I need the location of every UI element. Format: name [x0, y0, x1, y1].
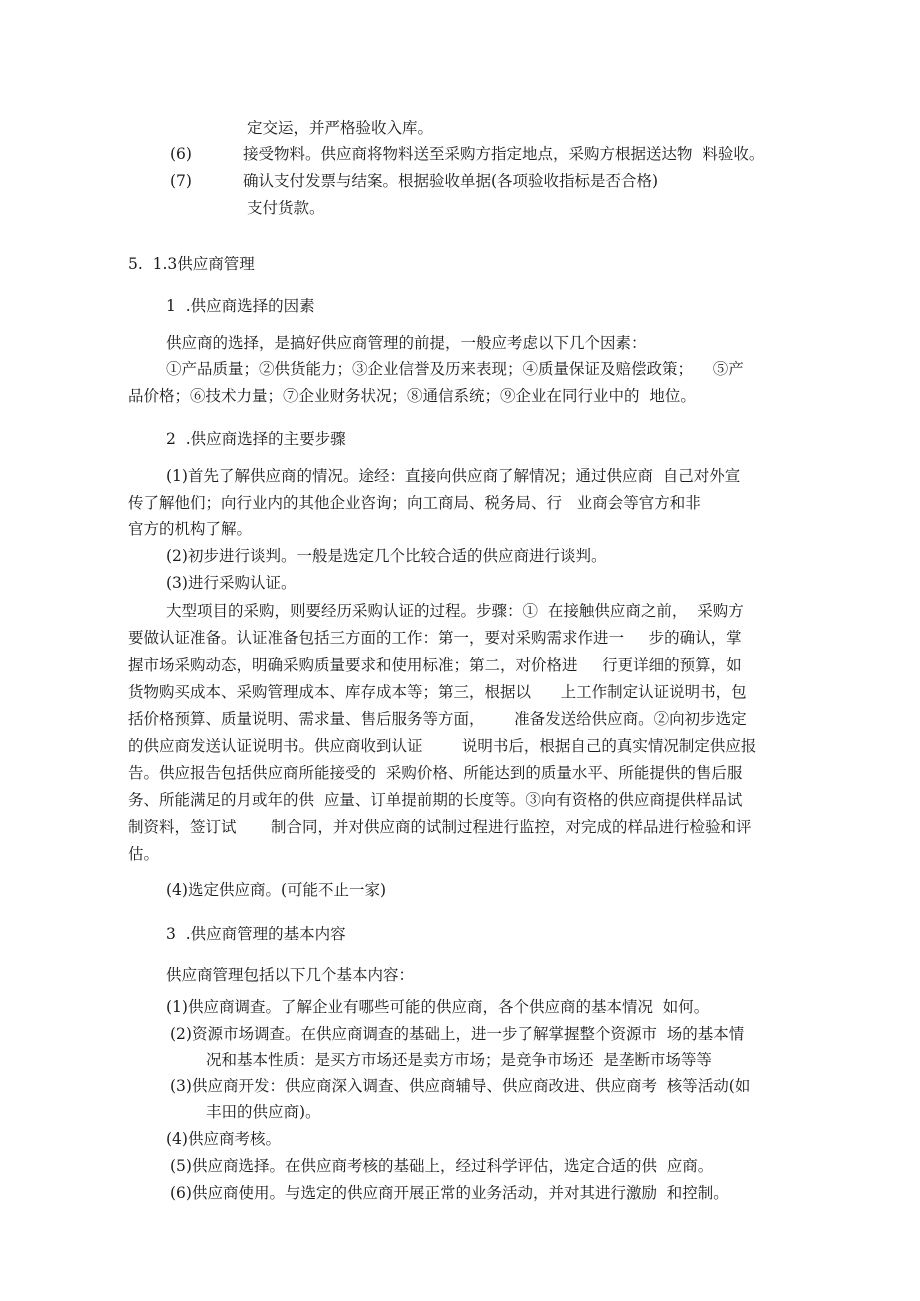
s2-certification-line: 务、所能满足的月或年的供 应量、订单提前期的长度等。③向有资格的供应商提供样品试 — [128, 791, 743, 809]
s1-paragraph-1: 供应商的选择，是搞好供应商管理的前提，一般应考虑以下几个因素： — [166, 334, 647, 352]
s3-item-2-line-2: 况和基本性质：是买方市场还是卖方市场；是竞争市场还 是垄断市场等等 — [206, 1051, 712, 1069]
s2-certification-line: 估。 — [128, 845, 160, 863]
item-7-text: 确认支付发票与结案。根据验收单据(各项验收指标是否合格) — [243, 172, 659, 190]
s2-step-1-line-3: 官方的机构了解。 — [128, 520, 253, 538]
s3-item-4: (4)供应商考核。 — [166, 1130, 281, 1148]
s2-certification-line: 制资料，签订试 制合同，并对供应商的试制过程进行监控，对完成的样品进行检验和评 — [128, 818, 752, 836]
s2-step-3: (3)进行采购认证。 — [166, 574, 297, 592]
item-7-continuation: 支付货款。 — [247, 199, 325, 217]
s2-step-2: (2)初步进行谈判。一般是选定几个比较合适的供应商进行谈判。 — [166, 547, 607, 565]
s2-step-4: (4)选定供应商。(可能不止一家) — [166, 881, 387, 899]
s1-factors-line-1: ①产品质量；②供货能力；③企业信誉及历来表现；④质量保证及赔偿政策； ⑤产 — [166, 360, 744, 378]
item-6-text: 接受物料。供应商将物料送至采购方指定地点，采购方根据送达物 料验收。 — [243, 145, 765, 163]
subsection-3-title: 3 .供应商管理的基本内容 — [166, 925, 346, 943]
s3-intro: 供应商管理包括以下几个基本内容： — [166, 966, 415, 984]
s2-certification-line: 括价格预算、质量说明、需求量、售后服务等方面， 准备发送给供应商。②向初步选定 — [128, 710, 747, 728]
s2-certification-line: 货物购买成本、采购管理成本、库存成本等；第三，根据以 上工作制定认证说明书，包 — [128, 683, 747, 701]
subsection-1-title: 1 .供应商选择的因素 — [166, 297, 315, 315]
section-heading: 5. 1.3供应商管理 — [128, 255, 255, 273]
s2-certification-line: 要做认证准备。认证准备包括三方面的工作：第一，要对采购需求作进一 步的确认，掌 — [128, 629, 742, 647]
s2-step-1-line-1: (1)首先了解供应商的情况。途经：直接向供应商了解情况；通过供应商 自己对外宣 — [166, 467, 741, 485]
s1-factors-line-2: 品价格；⑥技术力量；⑦企业财务状况；⑧通信系统；⑨企业在同行业中的 地位。 — [128, 387, 696, 405]
s3-item-3-line-1: (3)供应商开发：供应商深入调查、供应商辅导、供应商改进、供应商考 核等活动(如 — [170, 1077, 751, 1095]
subsection-2-title: 2 .供应商选择的主要步骤 — [166, 430, 346, 448]
s3-item-5: (5)供应商选择。在供应商考核的基础上，经过科学评估，选定合适的供 应商。 — [170, 1157, 714, 1175]
continuation-line: 定交运，并严格验收入库。 — [247, 119, 434, 137]
s3-item-6: (6)供应商使用。与选定的供应商开展正常的业务活动，并对其进行激励 和控制。 — [170, 1184, 729, 1202]
s2-certification-line: 大型项目的采购，则要经历采购认证的过程。步骤：① 在接触供应商之前， 采购方 — [166, 602, 744, 620]
s2-certification-line: 告。供应报告包括供应商所能接受的 采购价格、所能达到的质量水平、所能提供的售后服 — [128, 764, 743, 782]
s3-item-1: (1)供应商调查。了解企业有哪些可能的供应商，各个供应商的基本情况 如何。 — [166, 998, 710, 1016]
s2-certification-line: 握市场采购动态，明确采购质量要求和使用标准；第二，对价格进 行更详细的预算，如 — [128, 656, 742, 674]
s2-certification-line: 的供应商发送认证说明书。供应商收到认证 说明书后，根据自己的真实情况制定供应报 — [128, 737, 757, 755]
s2-step-1-line-2: 传了解他们；向行业内的其他企业咨询；向工商局、税务局、行 业商会等官方和非 — [128, 494, 701, 512]
item-number-6: (6) — [170, 145, 192, 163]
s3-item-3-line-2: 丰田的供应商)。 — [206, 1103, 321, 1121]
s3-item-2-line-1: (2)资源市场调查。在供应商调查的基础上，进一步了解掌握整个资源市 场的基本情 — [170, 1025, 745, 1043]
item-number-7: (7) — [170, 172, 192, 190]
